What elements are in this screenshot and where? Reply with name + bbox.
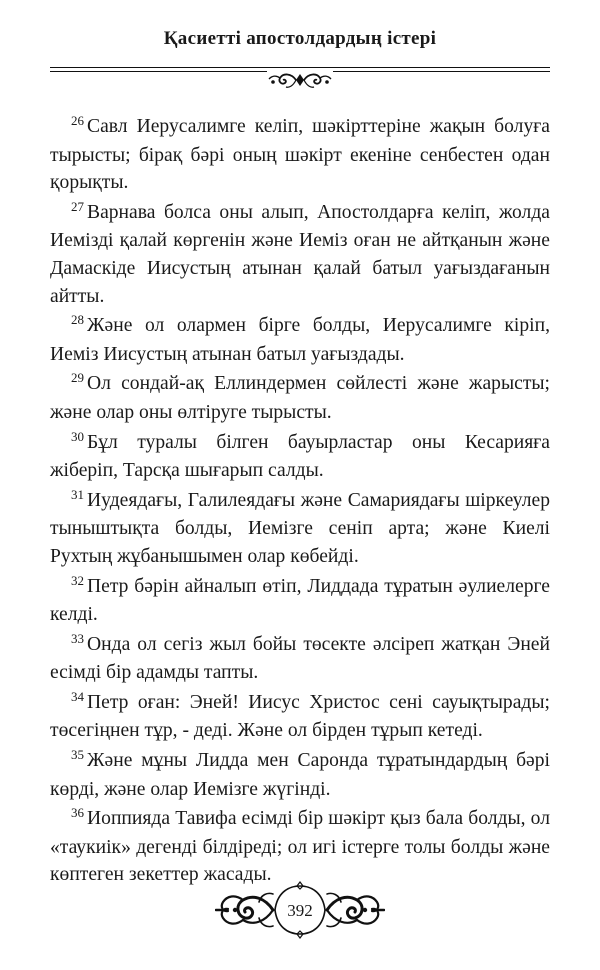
- verse-number: 34: [71, 688, 84, 704]
- verse-35: [50, 747, 550, 803]
- verse-number: 30: [71, 428, 84, 444]
- verse-text: Савл Иерусалимге келіп, шәкірттеріне жақын болуға тырысты; бірақ бәрі оның шәкірт екеніне сенбестен одан қорықты.: [50, 116, 550, 194]
- verse-text: Иудеядағы, Галилеядағы және Самариядағы шіркеулер тыныштықта болды, Иемізге сеніп арта; және Киелі Рухтың жұбанышымен олар көбейді.: [50, 489, 550, 567]
- verse-28: [50, 312, 550, 368]
- verse-number: 32: [71, 572, 84, 588]
- verse-36: [50, 805, 550, 889]
- verse-34: [50, 689, 550, 745]
- verse-number: 28: [71, 312, 84, 328]
- verse-number: 31: [71, 486, 84, 502]
- verse-number: 36: [71, 805, 84, 821]
- verse-text: Ол сондай-ақ Еллиндермен сөйлесті және жарысты; және олар оны өлтіруге тырысты.: [50, 373, 550, 423]
- verse-text: Онда ол сегіз жыл бойы төсекте әлсіреп жатқан Эней есімді бір адамды тапты.: [50, 633, 550, 684]
- verse-text: Бұл туралы білген бауырластар оны Кесарияға жіберіп, Тарсқа шығарып салды.: [50, 431, 550, 482]
- verse-number: 26: [71, 113, 84, 128]
- verse-text: Варнава болса оны алып, Апостолдарға келіп, жолда Иемізді қалай көргенін және Иеміз оған не айтқанын және Дамаскіде Иисустың атынан қалай батыл уағыздағанын айтты.: [50, 201, 550, 307]
- verse-30: [50, 429, 550, 485]
- header-rule-top: [50, 67, 550, 68]
- verse-text: Және мұны Лидда мен Саронда тұратындардың бәрі көрді, және олар Иемізге жүгінді.: [50, 750, 550, 800]
- verse-text: Иоппияда Тавифа есімді бір шәкірт қыз бала болды, ол «таукиік» дегенді білдіреді; ол игі істерге толы болды және көптеген зекеттер жасады.: [50, 808, 550, 886]
- verse-number: 29: [71, 370, 84, 386]
- verse-number: 33: [71, 630, 84, 646]
- verse-31: [50, 487, 550, 571]
- verse-text: Петр оған: Эней! Иисус Христос сені сауықтырады; төсегіңнен тұр, - деді. Және ол бірден тұрып кетеді.: [50, 691, 550, 742]
- page-number: 392: [287, 901, 313, 920]
- header-ornament-icon: [267, 70, 333, 92]
- verse-32: [50, 573, 550, 629]
- verse-text: Петр бәрін айналып өтіп, Лиддада тұратын әулиелерге келді.: [50, 575, 550, 626]
- running-header: Қасиетті апостолдардың істері: [163, 28, 437, 49]
- verse-26: [50, 113, 550, 197]
- scripture-text: [50, 113, 550, 891]
- verse-number: 35: [71, 747, 84, 763]
- verse-33: [50, 631, 550, 687]
- verse-text: Және ол олармен бірге болды, Иерусалимге кіріп, Иеміз Иисустың атынан батыл уағыздады.: [50, 315, 550, 365]
- verse-number: 27: [71, 198, 84, 214]
- verse-27: [50, 199, 550, 310]
- verse-29: [50, 370, 550, 426]
